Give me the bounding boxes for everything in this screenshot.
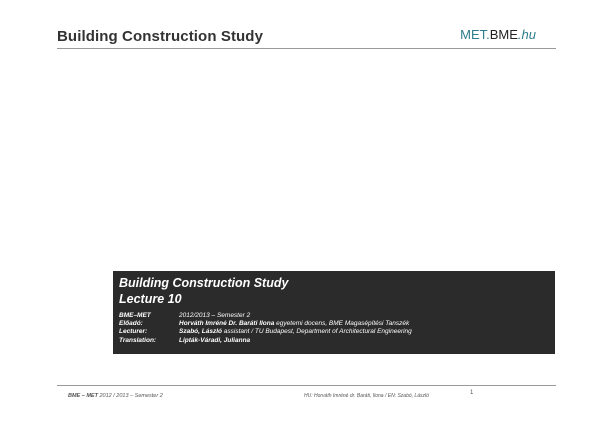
title-panel [113, 271, 555, 354]
credit-row-course [119, 312, 412, 320]
lecture-number: Lecture 10 [119, 292, 182, 306]
credit-row-translation [119, 337, 412, 345]
credit-label: Lecturer: [119, 328, 148, 336]
credit-value-bold: Horváth Imréné Dr. Baráti Ilona [179, 320, 275, 328]
panel-title: Building Construction Study [119, 276, 289, 290]
footer-course: BME – MET [68, 393, 98, 399]
credit-value: 2012/2013 – Semester 2 [179, 312, 251, 319]
footer-divider [57, 385, 556, 386]
credit-label: Translation: [119, 336, 157, 344]
logo-met: MET [460, 27, 487, 42]
logo-bme: BME [489, 27, 518, 42]
page-number: 1 [470, 390, 474, 396]
footer-semester: 2012 / 2013 – Semester 2 [97, 393, 163, 399]
credit-value-bold: Lipták-Váradi, Julianna [179, 336, 251, 344]
header-divider [57, 48, 556, 49]
credit-value-bold: Szabó, László [179, 328, 222, 336]
footer-course-info [68, 393, 163, 399]
logo-dot: . [486, 27, 490, 42]
met-bme-logo [460, 27, 536, 42]
credit-value: assistant / TU Budapest, Department of Architectural Engineering [221, 328, 412, 336]
credit-value: egyetemi docens, BME Magasépítési Tanszék [274, 320, 410, 328]
credit-label: BME–MET [119, 312, 151, 319]
logo-hu: .hu [517, 27, 536, 42]
credits-block [119, 312, 412, 345]
page-header-title: Building Construction Study [57, 28, 264, 45]
footer-authors: HU: Horváth Imréné dr. Baráti, Ilona / EN: Szabó, László [304, 393, 429, 399]
credit-label: Előadó: [119, 320, 143, 328]
credit-row-eloado [119, 320, 412, 328]
credit-row-lecturer [119, 328, 412, 336]
